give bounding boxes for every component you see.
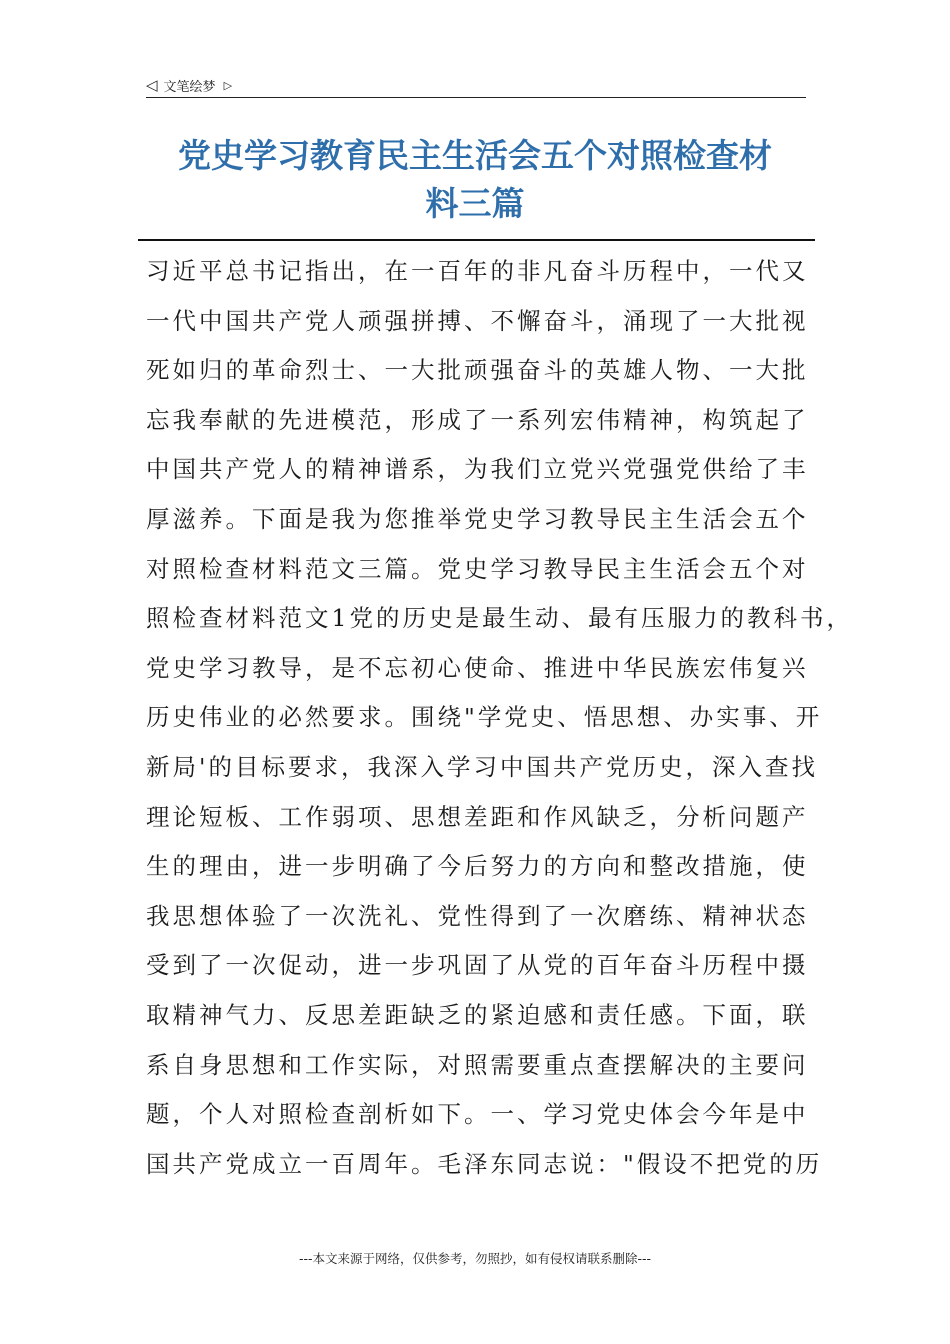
document-title [130,132,820,228]
triangle-right-icon: ▷ [223,78,233,92]
body-line: 历史伟业的必然要求。围绕"学党史、悟思想、办实事、开 [146,703,823,732]
body-line: 新局'的目标要求，我深入学习中国共产党历史，深入查找 [146,752,818,781]
body-line: 受到了一次促动，进一步巩固了从党的百年奋斗历程中摄 [146,951,809,980]
title-line-1: 党史学习教育民主生活会五个对照检查材 [178,136,772,175]
body-line: 国共产党成立一百周年。毛泽东同志说："假设不把党的历 [146,1149,823,1178]
triangle-left-icon: ◁ [146,75,158,94]
body-line: 习近平总书记指出，在一百年的非凡奋斗历程中，一代又 [146,257,809,285]
body-line: 我思想体验了一次洗礼、党性得到了一次磨练、精神状态 [146,901,809,930]
header-divider [146,97,806,98]
page-header [146,73,232,97]
page-footer: ---本文来源于网络，仅供参考，勿照抄，如有侵权请联系删除--- [298,1251,652,1266]
body-line: 生的理由，进一步明确了今后努力的方向和整改措施，使 [146,852,809,881]
body-line: 忘我奉献的先进模范，形成了一系列宏伟精神，构筑起了 [146,405,809,434]
body-line: 取精神气力、反思差距缺乏的紧迫感和责任感。下面，联 [146,1000,809,1029]
title-divider [138,239,815,241]
body-line: 系自身思想和工作实际，对照需要重点查摆解决的主要问 [146,1050,809,1079]
body-line: 党史学习教导，是不忘初心使命、推进中华民族宏伟复兴 [146,653,809,682]
body-line: 死如归的革命烈士、一大批顽强奋斗的英雄人物、一大批 [146,356,809,385]
body-line: 一代中国共产党人顽强拼搏、不懈奋斗，涌现了一大批视 [146,306,809,335]
body-line: 题，个人对照检查剖析如下。一、学习党史体会今年是中 [146,1100,809,1129]
body-line: 厚滋养。下面是我为您推举党史学习教导民主生活会五个 [146,504,809,533]
body-line: 对照检查材料范文三篇。党史学习教导民主生活会五个对 [146,554,809,583]
body-paragraph [146,247,853,1189]
body-line: 照检查材料范文1党的历史是最生动、最有压服力的教科书， [146,604,853,633]
body-line: 理论短板、工作弱项、思想差距和作风缺乏，分析问题产 [146,802,809,831]
body-line: 中国共产党人的精神谱系，为我们立党兴党强党供给了丰 [146,455,809,484]
header-label: 文笔绘梦 [163,79,216,95]
title-line-2: 料三篇 [425,184,525,223]
